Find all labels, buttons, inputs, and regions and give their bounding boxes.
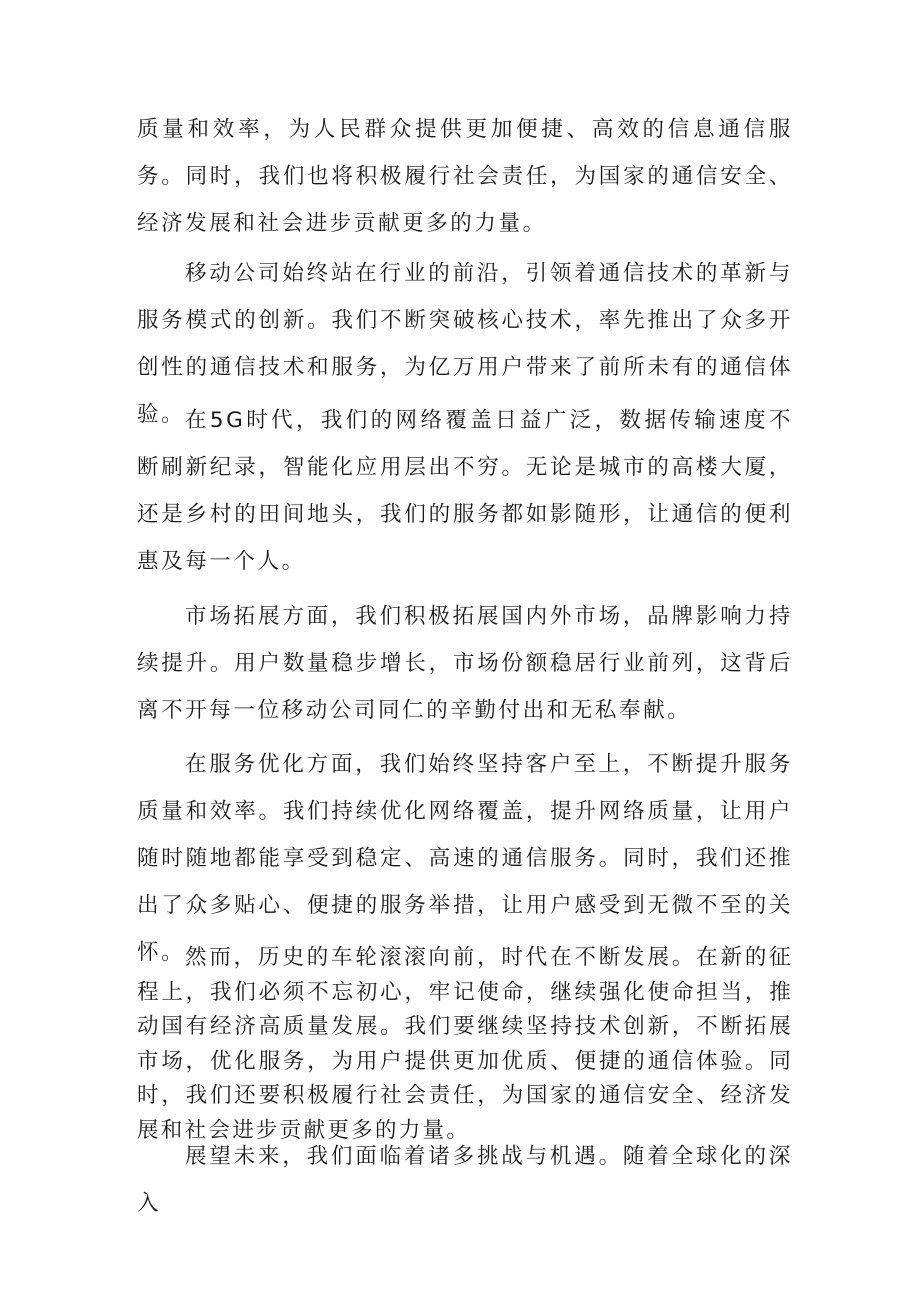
- paragraph-7: 展望未来，我们面临着诸多挑战与机遇。随着全球化的深入: [137, 1144, 793, 1216]
- paragraph-2: 移动公司始终站在行业的前沿，引领着通信技术的革新与服务模式的创新。我们不断突破核心技术，率先推出了众多开创性的通信技术和服务，为亿万用户带来了前所未有的通信体验。: [137, 261, 793, 427]
- paragraph-1: 质量和效率，为人民群众提供更加便捷、高效的信息通信服务。同时，我们也将积极履行社会责任，为国家的通信安全、经济发展和社会进步贡献更多的力量。: [137, 117, 793, 236]
- paragraph-6: 然而，历史的车轮滚滚向前，时代在不断发展。在新的征程上，我们必须不忘初心，牢记使命，继续强化使命担当，推动国有经济高质量发展。我们要继续坚持技术创新，不断拓展市场，优化服务，为用户提供更加优质、便捷的通信体验。同时，我们还要积极履行社会责任，为国家的通信安全、经济发展和社会进步贡献更多的力量。: [137, 945, 793, 1143]
- paragraph-5: 在服务优化方面，我们始终坚持客户至上，不断提升服务质量和效率。我们持续优化网络覆盖，提升网络质量，让用户随时随地都能享受到稳定、高速的通信服务。同时，我们还推出了众多贴心、便捷的服务举措，让用户感受到无微不至的关怀。: [137, 752, 793, 965]
- paragraph-3: 在5G时代，我们的网络覆盖日益广泛，数据传输速度不断刷新纪录，智能化应用层出不穷。无论是城市的高楼大厦，还是乡村的田间地头，我们的服务都如影随形，让通信的便利惠及每一个人。: [137, 408, 793, 574]
- paragraph-4: 市场拓展方面，我们积极拓展国内外市场，品牌影响力持续提升。用户数量稳步增长，市场份额稳居行业前列，这背后离不开每一位移动公司同仁的辛勤付出和无私奉献。: [137, 604, 793, 723]
